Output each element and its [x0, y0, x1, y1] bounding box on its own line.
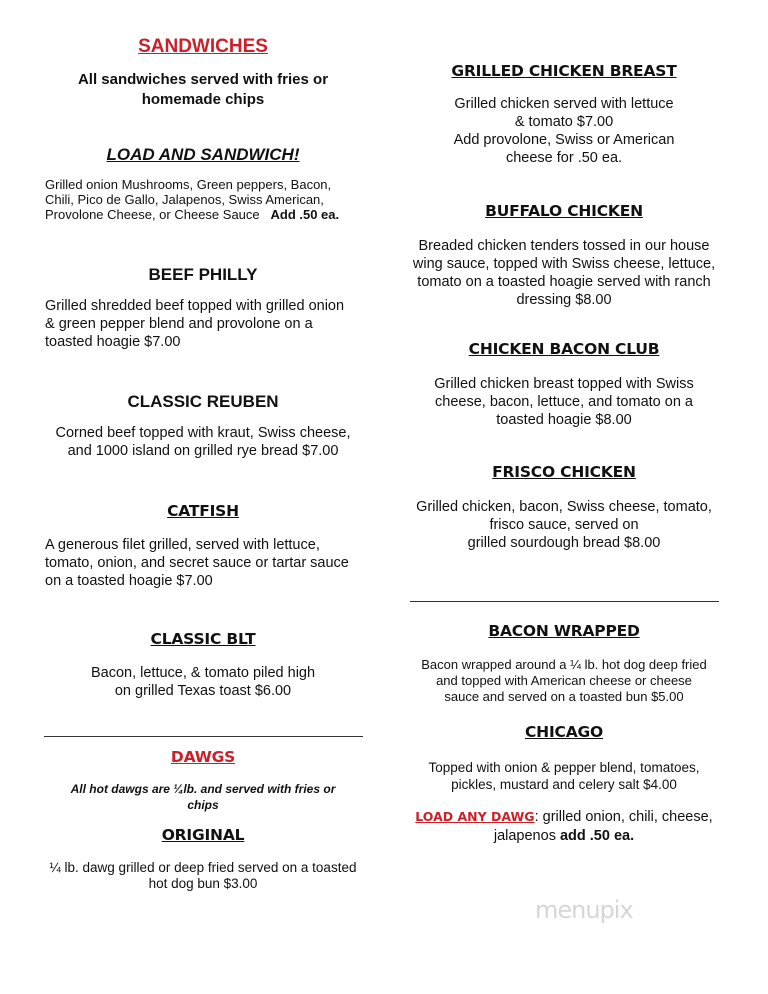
item-desc-classic-blt: Bacon, lettuce, & tomato piled high on grilled Texas toast $6.00: [90, 665, 316, 699]
load-options: Grilled onion Mushrooms, Green peppers, Bacon, Chili, Pico de Gallo, Jalapenos, Swiss American, Provolone Cheese, or Cheese Sauce: [45, 177, 332, 222]
item-desc-classic-reuben: Corned beef topped with kraut, Swiss cheese, and 1000 island on grilled rye bread $7.00: [55, 425, 351, 459]
load-any-dawg-options: : grilled onion, chili, cheese, jalapenos: [493, 809, 713, 844]
item-desc-chicken-bacon-club: Grilled chicken breast topped with Swiss cheese, bacon, lettuce, and tomato on a toasted hoagie $8.00: [434, 376, 694, 428]
item-desc-catfish: A generous filet grilled, served with lettuce, tomato, onion, and secret sauce or tartar sauce on a toasted hoagie $7.00: [45, 537, 349, 589]
load-any-dawg: [400, 807, 728, 846]
load-sandwich-title: LOAD AND SANDWICH!: [106, 145, 300, 164]
item-desc-beef-philly: Grilled shredded beef topped with grilled onion & green pepper blend and provolone on a toasted hoagie $7.00: [45, 298, 345, 350]
sandwiches-subtitle: All sandwiches served with fries or homemade chips: [77, 71, 329, 108]
item-desc-grilled-chicken-breast: Grilled chicken served with lettuce & tomato $7.00 Add provolone, Swiss or American cheese for .50 ea.: [453, 96, 675, 166]
item-title-chicken-bacon-club: CHICKEN BACON CLUB: [468, 340, 660, 358]
item-desc-bacon-wrapped: Bacon wrapped around a ¼ lb. hot dog deep fried and topped with American cheese or cheese sauce and served on a toasted bun $5.00: [421, 657, 707, 704]
load-price: Add .50 ea.: [270, 207, 340, 222]
item-desc-chicago: Topped with onion & pepper blend, tomatoes, pickles, mustard and celery salt $4.00: [428, 760, 700, 792]
item-title-frisco-chicken: FRISCO CHICKEN: [492, 463, 636, 481]
item-title-buffalo-chicken: BUFFALO CHICKEN: [485, 202, 643, 220]
item-desc-original: ¼ lb. dawg grilled or deep fried served on a toasted hot dog bun $3.00: [49, 860, 357, 891]
load-sandwich-text: [45, 177, 385, 222]
item-title-beef-philly: BEEF PHILLY: [148, 265, 258, 284]
load-any-dawg-label: LOAD ANY DAWG: [415, 809, 535, 824]
divider-right: [410, 601, 719, 602]
sandwiches-title: SANDWICHES: [138, 36, 268, 57]
item-title-chicago: CHICAGO: [525, 723, 603, 741]
item-title-classic-blt: CLASSIC BLT: [150, 630, 256, 648]
item-title-catfish: CATFISH: [167, 502, 239, 520]
menupix-watermark: menupix: [535, 896, 633, 924]
divider-left: [44, 736, 363, 737]
dawgs-title: DAWGS: [170, 748, 236, 766]
item-title-bacon-wrapped: BACON WRAPPED: [488, 622, 640, 640]
item-desc-frisco-chicken: Grilled chicken, bacon, Swiss cheese, tomato, frisco sauce, served on grilled sourdough bread $8.00: [416, 499, 712, 551]
load-any-dawg-price: add .50 ea.: [559, 828, 635, 844]
item-title-classic-reuben: CLASSIC REUBEN: [127, 392, 279, 411]
dawgs-subtitle: All hot dawgs are ¼lb. and served with fries or chips: [70, 782, 336, 812]
item-title-grilled-chicken-breast: GRILLED CHICKEN BREAST: [451, 62, 677, 80]
item-desc-buffalo-chicken: Breaded chicken tenders tossed in our house wing sauce, topped with Swiss cheese, lettuce, tomato on a toasted hoagie served with ranch dressing $8.00: [412, 238, 716, 308]
item-title-original: ORIGINAL: [161, 826, 245, 844]
